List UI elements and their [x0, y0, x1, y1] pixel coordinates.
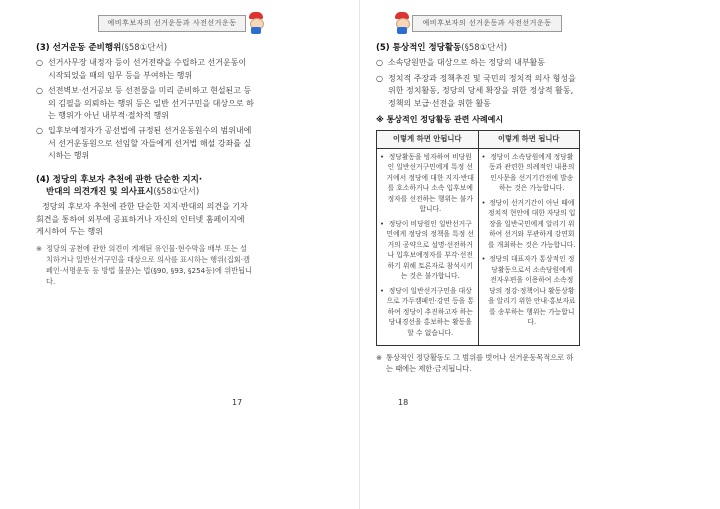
section-3-title: (3) 선거운동 준비행위(§58①단서) — [36, 43, 168, 53]
circle-bullet-icon: ○ — [376, 73, 383, 83]
list-item: • 정당이 소속당원에게 정당활동과 관련한 의례적인 내용의 인사문을 선거기간전에 발송하는 것은 가능합니다. — [481, 152, 575, 193]
mascot-icon — [392, 12, 412, 34]
note-mark-icon: ※ — [36, 243, 43, 253]
circle-bullet-icon: ○ — [36, 86, 43, 96]
running-header — [98, 12, 266, 34]
right-content — [376, 42, 580, 374]
circle-bullet-icon: ○ — [36, 126, 43, 136]
header-text: 예비후보자의 선거운동과 사전선거운동 — [98, 15, 246, 32]
list-item: • 정당이 선거기간이 아닌 때에 정치적 현안에 대한 자당의 입장을 일반국민에게 알리기 위하여 선거와 무관하게 강연회를 개최하는 것은 가능합니다. — [481, 198, 576, 249]
col-header-dont: 이렇게 하면 안됩니다 — [377, 131, 479, 148]
section-4-title: (4) 정당의 후보자 추천에 관한 단순한 지지· 반대의 의견개진 및 의사표시(§58①단서) — [36, 174, 203, 198]
dot-bullet-icon: • — [380, 286, 385, 295]
page-number: 17 — [232, 398, 243, 407]
bullet-item: ○ 선거사무장 내정자 등이 선거전략을 수립하고 선거운동이 시작되었을 때의 임무 등을 부여하는 행위 — [36, 58, 247, 80]
dot-bullet-icon: • — [481, 198, 486, 207]
dont-cell — [377, 148, 479, 346]
section-4-paragraph: 정당의 후보자 추천에 관한 단순한 지지·반대의 의견을 기자회견을 통하여 외부에 공표하거나 자신의 인터넷 홈페이지에 게시하여 두는 행위 — [36, 202, 248, 237]
bullet-item: ○ 정치적 주장과 정책추진 및 국민의 정치적 의사 형성을 위한 정치활동, 정당의 당세 확장을 위한 정상적 활동, 정책의 보급·선전을 위한 활동 — [376, 73, 576, 108]
circle-bullet-icon: ○ — [36, 58, 43, 68]
list-item: • 정당의 대표자가 통상적인 정당활동으로서 소속당원에게 전자우편을 이용하여 소속정당의 정강·정책이나 활동상황을 알리기 위한 안내·홍보자료를 송부하는 행위는 가능합니다. — [481, 255, 576, 327]
note-mark-icon: ※ — [376, 353, 383, 363]
list-item: • 정당이 일반선거구민을 대상으로 가두캠페인·강연 등을 통하여 정당이 추진하고자 하는 당내경선을 홍보하는 활동을 할 수 없습니다. — [380, 286, 474, 337]
right-page — [360, 0, 720, 509]
circle-bullet-icon: ○ — [376, 58, 383, 68]
footnote: ※ 통상적인 정당활동도 그 범위를 벗어나 선거운동목적으로 하는 때에는 제한·금지됩니다. — [376, 353, 574, 374]
examples-subtitle: ※ 통상적인 정당활동 관련 사례예시 — [376, 115, 504, 125]
header-text: 예비후보자의 선거운동과 사전선거운동 — [412, 15, 562, 32]
list-item: • 정당활동을 빙자하여 비당원인 일반선거구민에게 특정 선거에서 정당에 대한 지지·반대를 호소하거나 소속 입후보예정자를 선전하는 행위는 불가합니다. — [380, 152, 474, 214]
bullet-item: ○ 선전벽보·선거공보 등 선전물을 미리 준비하고 현설된고 등의 김필을 의뢰하는 행위 등은 일반 선거구민을 대상으로 하는 행위가 아닌 내부적·절차적 행위 — [36, 86, 254, 121]
page-number: 18 — [398, 398, 409, 407]
col-header-do: 이렇게 하면 됩니다 — [478, 131, 580, 148]
dot-bullet-icon: • — [481, 152, 486, 161]
examples-table — [376, 130, 580, 346]
section-5-title: (5) 통상적인 정당활동(§58①단서) — [376, 43, 508, 53]
do-cell — [478, 148, 580, 346]
running-header — [392, 12, 562, 34]
dot-bullet-icon: • — [481, 255, 486, 264]
bullet-item: ○ 입후보예정자가 공선법에 규정된 선거운동원수의 범위내에서 선거운동원으로 선임할 자들에게 선거법 해설 강좌를 실시하는 행위 — [36, 126, 252, 161]
list-item: • 정당이 비당원인 일반선거구민에게 정당의 정책을 특정 선거의 공약으로 설명·선전하거나 입후보예정자를 부각·선전하기 위해 토론자로 참석시키는 것은 불가합니다. — [380, 219, 474, 281]
bullet-item: ○ 소속당원만을 대상으로 하는 정당의 내부활동 — [376, 57, 580, 69]
dot-bullet-icon: • — [380, 152, 385, 161]
dot-bullet-icon: • — [380, 219, 385, 228]
left-content — [36, 42, 254, 287]
section-4-note: ※ 정당의 공천에 관한 의견이 게재된 유인물·현수막을 배부 또는 설치하거나 일반선거구민을 대상으로 의사를 표시하는 행위(집회·캠페인·서명운동 등 방법 불문)는 법(§90, §93, §254등)에 위반됩니다. — [36, 243, 252, 286]
mascot-icon — [246, 12, 266, 34]
